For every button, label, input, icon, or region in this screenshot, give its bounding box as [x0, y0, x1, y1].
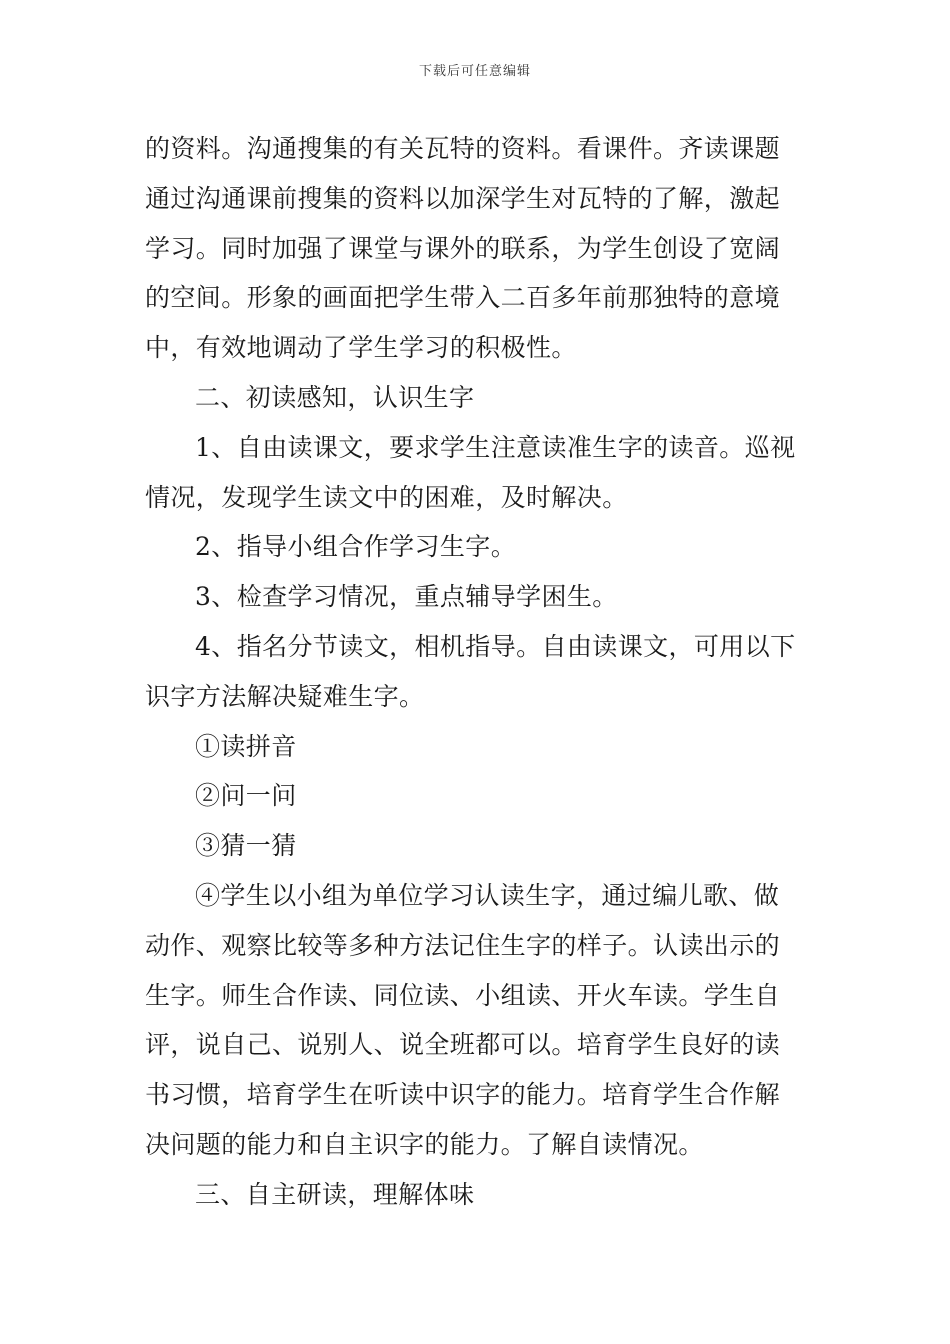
page-header: 下载后可任意编辑 — [418, 64, 531, 79]
paragraph-continuation — [145, 124, 807, 373]
text-line: 识字方法解决疑难生字。 — [145, 681, 425, 711]
paragraph-step-4 — [145, 622, 807, 722]
text-line: ①读拼音 — [195, 731, 297, 761]
text-line: 通过沟通课前搜集的资料以加深学生对瓦特的了解，激起 — [145, 183, 781, 213]
text-line: 情况，发现学生读文中的困难，及时解决。 — [145, 482, 628, 512]
text-line: ②问一问 — [195, 781, 297, 811]
text-line: 3、检查学习情况，重点辅导学困生。 — [195, 582, 618, 612]
text-line: 评，说自己、说别人、说全班都可以。培育学生良好的读 — [145, 1030, 781, 1060]
text-line: 的空间。形象的画面把学生带入二百多年前那独特的意境 — [145, 283, 781, 313]
text-line: 4、指名分节读文，相机指导。自由读课文，可用以下 — [195, 631, 796, 661]
section-heading-2 — [145, 373, 807, 423]
list-item-ask — [145, 771, 807, 821]
paragraph-step-3 — [145, 572, 807, 622]
text-line: 生字。师生合作读、同位读、小组读、开火车读。学生自 — [145, 980, 781, 1010]
text-line: 书习惯，培育学生在听读中识字的能力。培育学生合作解 — [145, 1080, 781, 1110]
list-item-read-pinyin — [145, 722, 807, 772]
text-line: 1、自由读课文，要求学生注意读准生字的读音。巡视 — [195, 432, 796, 462]
paragraph-step-2 — [145, 522, 807, 572]
text-line: 动作、观察比较等多种方法记住生字的样子。认读出示的 — [145, 930, 781, 960]
document-body — [145, 124, 807, 1220]
text-line: ④学生以小组为单位学习认读生字，通过编儿歌、做 — [195, 880, 780, 910]
text-line: 学习。同时加强了课堂与课外的联系，为学生创设了宽阔 — [145, 233, 781, 263]
text-line: ③猜一猜 — [195, 831, 297, 861]
list-item-guess — [145, 821, 807, 871]
list-item-group-study — [145, 871, 807, 1170]
text-line: 三、自主研读，理解体味 — [195, 1179, 475, 1209]
section-heading-3 — [145, 1170, 807, 1220]
text-line: 的资料。沟通搜集的有关瓦特的资料。看课件。齐读课题 — [145, 134, 781, 163]
text-line: 中，有效地调动了学生学习的积极性。 — [145, 333, 577, 363]
text-line: 决问题的能力和自主识字的能力。了解自读情况。 — [145, 1129, 704, 1159]
text-line: 2、指导小组合作学习生字。 — [195, 532, 517, 562]
paragraph-step-1 — [145, 423, 807, 523]
text-line: 二、初读感知，认识生字 — [195, 382, 475, 412]
